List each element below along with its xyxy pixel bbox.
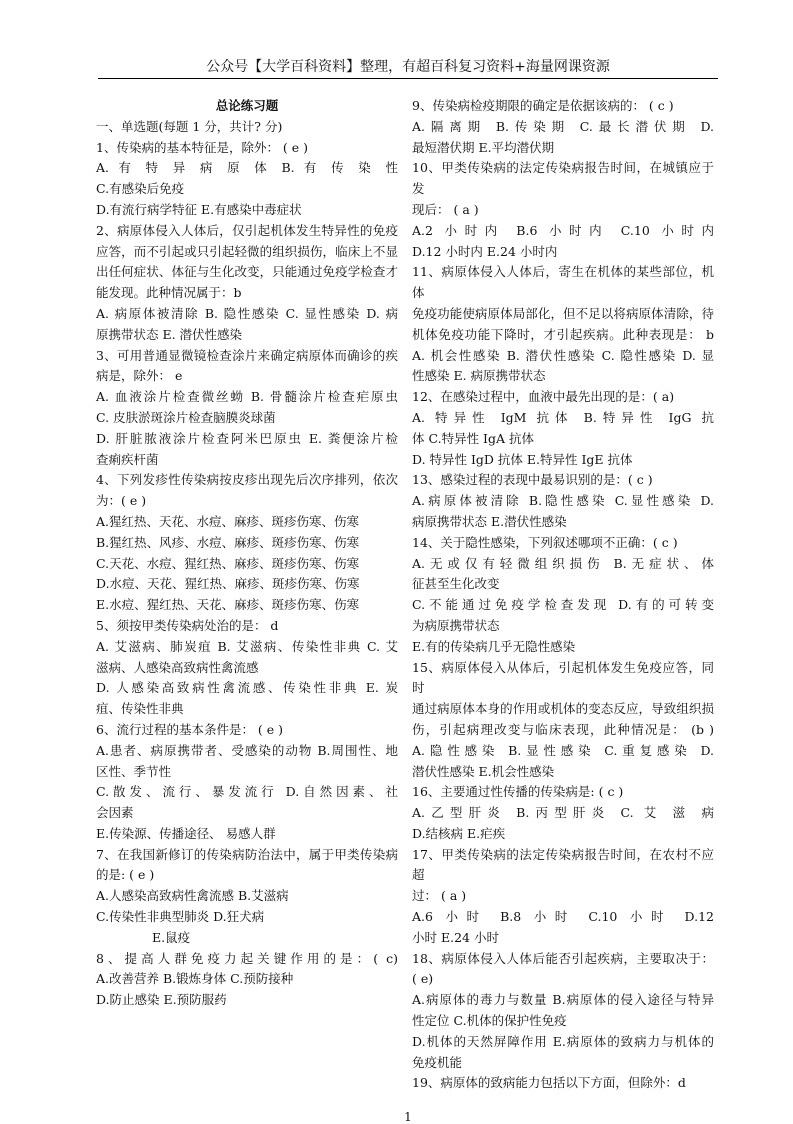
text-line: 出任何症状、体征与生化改变，只能通过免疫学检查才 (96, 264, 398, 280)
text-line: 通过病原体本身的作用或机体的变态反应，导致组织损 (412, 701, 714, 717)
text-line: 病原携带状态 E.潜伏性感染 (412, 513, 567, 529)
text-line: 8、提高人群免疫力起关键作用的是：( c) (96, 950, 398, 966)
text-line: A.人感染高致病性禽流感 B.艾滋病 (96, 888, 289, 904)
text-line: B.猩红热、风疹、水痘、麻疹、斑疹伤寒、伤寒 (96, 534, 360, 550)
text-line: D.水痘、天花、猩红热、麻疹、斑疹伤寒、伤寒 (96, 576, 360, 592)
text-line: 19、病原体的致病能力包括以下方面，但除外：d (412, 1075, 686, 1091)
text-line: 机体免疫功能下降时，才引起疾病。此种表现是： b (412, 326, 714, 342)
text-line: D. 特异性 IgD 抗体 E.特异性 IgE 抗体 (412, 451, 633, 467)
text-line: 小时 E.24 小时 (412, 929, 499, 945)
text-line: C.天花、水痘、猩红热、麻疹、斑疹伤寒、伤寒 (96, 555, 360, 571)
text-line: C.有感染后免疫 (96, 181, 185, 197)
text-line: 疽、传染性非典 (96, 701, 184, 717)
text-line: 最短潜伏期 E.平均潜伏期 (412, 139, 555, 155)
document-title: 总论练习题 (215, 98, 279, 113)
text-line: E.有的传染病几乎无隐性感染 (412, 638, 576, 654)
text-line: 现后： ( a ) (412, 201, 479, 217)
text-line: 一、单选题(每题 1 分，共计? 分) (96, 118, 283, 134)
text-line: 原携带状态 E. 潜伏性感染 (96, 326, 243, 342)
text-line: 2、病原体侵入人体后，仅引起机体发生特异性的免疫 (96, 222, 398, 238)
text-line: 为：( e ) (96, 493, 147, 509)
text-line: C.不能通过免疫学检查发现 D.有的可转变 (412, 597, 714, 613)
text-line: 能发现。此种情况属于：b (96, 285, 242, 301)
text-line: ( e) (412, 971, 434, 987)
text-line: 区性、季节性 (96, 763, 172, 779)
text-line: A.猩红热、天花、水痘、麻疹、斑疹伤寒、伤寒 (96, 513, 360, 529)
text-line: 10、甲类传染病的法定传染病报告时间，在城镇应于发 (412, 160, 714, 197)
text-line: 潜伏性感染 E.机会性感染 (412, 763, 555, 779)
right-column (412, 96, 714, 1094)
text-line: A. 病原体被清除 B. 隐性感染 C. 显性感染 D. 病 (96, 305, 398, 321)
text-line: 为病原携带状态 (412, 617, 500, 633)
text-line: 13、感染过程的表现中最易识别的是：( c ) (412, 472, 653, 488)
text-line: 17、甲类传染病的法定传染病报告时间，在农村不应超 (412, 846, 714, 883)
text-line: A.乙型肝炎 B.丙型肝炎 C. 艾 滋 病 (412, 805, 714, 821)
text-line: D.12 小时内 E.24 小时内 (412, 243, 558, 259)
text-line: 9、传染病检疫期限的确定是依据该病的： ( c ) (412, 98, 674, 113)
text-line: A.隔离期 B.传染期 C.最长潜伏期 D. (412, 118, 714, 134)
text-line: 免疫功能使病原体局部化，但不足以将病原体清除，待 (412, 305, 714, 321)
text-line: 12、在感染过程中，血液中最先出现的是：( a) (412, 389, 675, 405)
text-line: C.散发、流行、暴发流行 D.自然因素、社 (96, 784, 398, 800)
text-line: A.无或仅有轻微组织损伤 B.无症状、体 (412, 555, 714, 571)
text-line: 14、关于隐性感染，下列叙述哪项不正确：( c ) (412, 534, 678, 550)
text-line: D.有流行病学特征 E.有感染中毒症状 (96, 201, 302, 217)
text-line: 滋病、人感染高致病性禽流感 (96, 659, 259, 675)
text-line: A.改善营养 B.锻炼身体 C.预防接种 (96, 971, 294, 987)
text-line: 性定位 C.机体的保护性免疫 (412, 1013, 567, 1029)
text-line: A.病原体的毒力与数量 B.病原体的侵入途径与特异 (412, 992, 714, 1008)
text-line: 体 C.特异性 IgA 抗体 (412, 430, 534, 446)
text-line: 11、病原体侵入人体后，寄生在机体的某些部位，机体 (412, 264, 714, 301)
text-line: D.结核病 E.疟疾 (412, 825, 506, 841)
text-line: A. 有 特 异 病 原 体 B. 有 传 染 性 (96, 160, 398, 176)
header-divider (98, 78, 718, 79)
text-line: A. 艾滋病、肺炭疽 B. 艾滋病、传染性非典 C. 艾 (96, 638, 398, 654)
text-line: C. 皮肤淤斑涂片检查脑膜炎球菌 (96, 409, 276, 425)
text-line: 征甚至生化改变 (412, 576, 500, 592)
text-line: A. 特异性 IgM 抗体 B.特异性 IgG 抗 (412, 409, 714, 425)
text-line: 16、主要通过性传播的传染病是: ( c ) (412, 784, 624, 800)
text-line: A.病原体被清除 B.隐性感染 C.显性感染 D. (412, 493, 714, 509)
text-line: 3、可用普通显微镜检查涂片来确定病原体而确诊的疾 (96, 347, 398, 363)
text-line: 5、须按甲类传染病处治的是： d (96, 617, 279, 633)
left-column (96, 96, 398, 1011)
text-line: 15、病原体侵入从体后，引起机体发生免疫应答，同时 (412, 659, 714, 696)
text-line: 伤，引起病理改变与临床表现，此种情况是： (b ) (412, 721, 714, 737)
text-line: D. 人感染高致病性禽流感、传染性非典 E. 炭 (96, 680, 398, 696)
text-line: D. 肝脏脓液涂片检查阿米巴原虫 E. 粪便涂片检 (96, 430, 398, 446)
text-line: 过： ( a ) (412, 888, 467, 904)
text-line: A.6 小时 B.8 小时 C.10 小时 D.12 (412, 909, 714, 925)
text-line: 查痢疾杆菌 (96, 451, 159, 467)
text-line: 的是: ( e ) (96, 867, 155, 883)
text-line: 6、流行过程的基本条件是： ( e ) (96, 721, 284, 737)
text-line: A.患者、病原携带者、受感染的动物 B.周围性、地 (96, 742, 398, 758)
text-line: E.鼠疫 (152, 929, 191, 945)
text-line: A.隐性感染 B.显性感染 C.重复感染 D. (412, 742, 714, 758)
text-line: 1、传染病的基本特征是，除外： ( e ) (96, 139, 309, 155)
text-line: A. 血液涂片检查微丝蚴 B. 骨髓涂片检查疟原虫 (96, 389, 398, 405)
text-line: 18、病原体侵入人体后能否引起疾病，主要取决于： (412, 950, 714, 966)
page-header: 公众号【大学百科资料】整理，有超百科复习资料+海量网课资源 (206, 59, 610, 75)
text-line: 应答，而不引起或只引起轻微的组织损伤，临床上不显 (96, 243, 398, 259)
text-line: 性感染 E. 病原携带状态 (412, 368, 546, 384)
text-line: 7、在我国新修订的传染病防治法中，属于甲类传染病 (96, 846, 398, 862)
page-number: 1 (404, 1110, 412, 1124)
text-line: 病是，除外： e (96, 368, 183, 384)
text-line: E.传染源、传播途径、 易感人群 (96, 825, 276, 841)
text-line: 免疫机能 (412, 1054, 463, 1070)
text-line: C.传染性非典型肺炎 D.狂犬病 (96, 909, 265, 925)
text-line: A. 机会性感染 B. 潜伏性感染 C. 隐性感染 D. 显 (412, 347, 714, 363)
text-line: D.防止感染 E.预防服药 (96, 992, 227, 1008)
text-line: 4、下列发疹性传染病按皮疹出现先后次序排列，依次 (96, 472, 398, 488)
text-line: E.水痘、猩红热、天花、麻疹、斑疹伤寒、伤寒 (96, 597, 360, 613)
text-line: D.机体的天然屏障作用 E.病原体的致病力与机体的 (412, 1033, 714, 1049)
text-line: A.2 小时内 B.6 小时内 C.10 小时内 (412, 222, 714, 238)
text-line: 会因素 (96, 805, 134, 821)
